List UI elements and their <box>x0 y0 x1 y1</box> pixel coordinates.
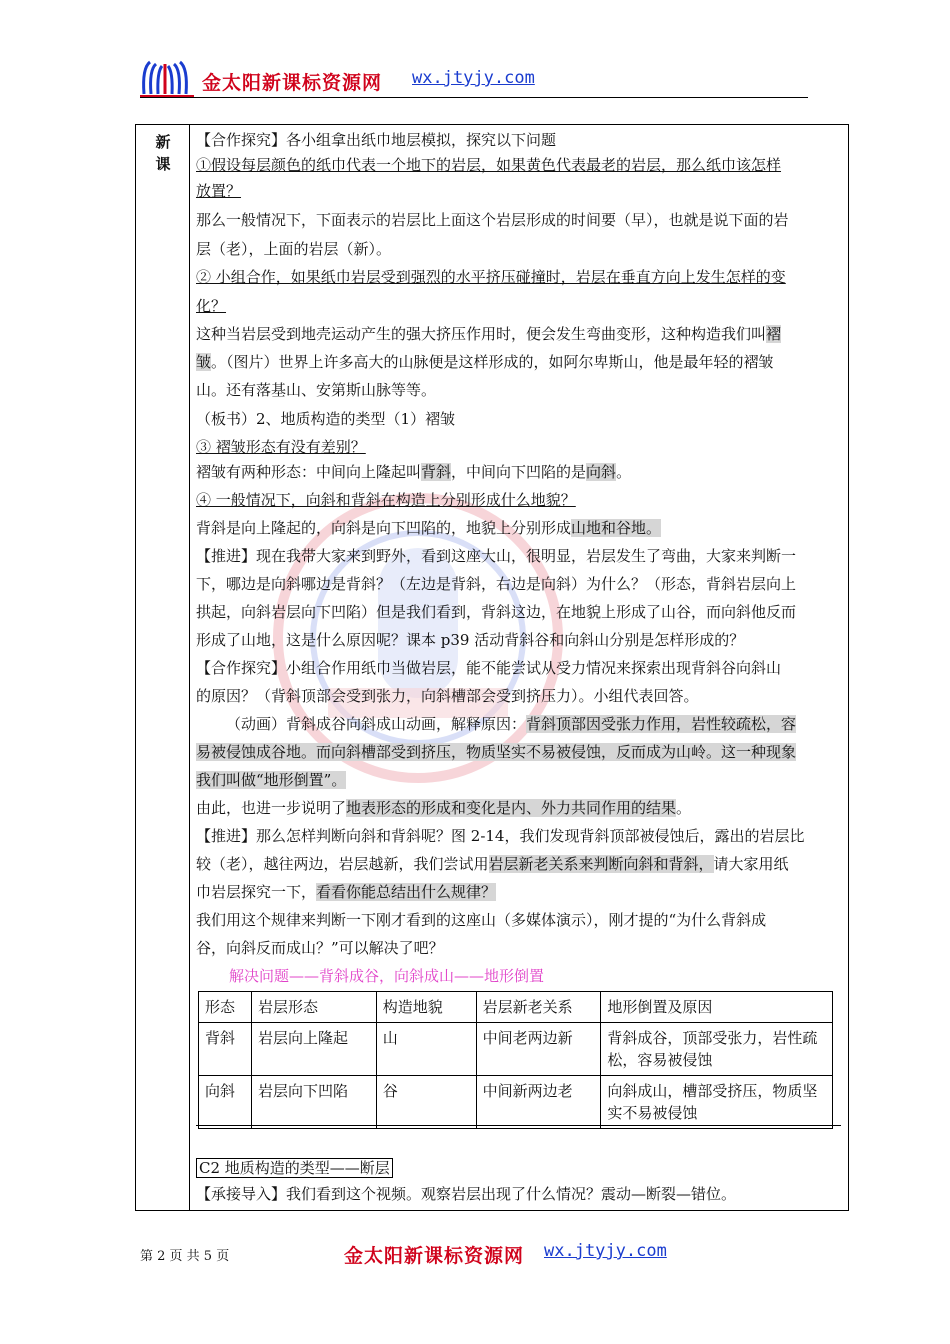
text-line: 由此，也进一步说明了地表形态的形成和变化是内、外力共同作用的结果。 <box>196 799 692 817</box>
text-line: 放置？ <box>196 182 242 200</box>
text-line: 【推进】现在我带大家来到野外，看到这座大山，很明显，岩层发生了弯曲，大家来判断一 <box>196 547 797 565</box>
footer-url-link[interactable]: wx.jtyjy.com <box>544 1241 667 1261</box>
table-header-cell: 岩层新老关系 <box>476 992 601 1023</box>
text-line: 背斜是向上隆起的，向斜是向下凹陷的，地貌上分别形成山地和谷地。 <box>196 519 662 537</box>
text-line: 褶皱有两种形态：中间向上隆起叫背斜，中间向下凹陷的是向斜。 <box>196 463 632 481</box>
table-cell: 背斜 <box>199 1023 252 1076</box>
table-cell: 山 <box>376 1023 476 1076</box>
text-line: 那么一般情况下，下面表示的岩层比上面这个岩层形成的时间要（早），也就是说下面的岩 <box>196 211 789 229</box>
text-line: 谷，向斜反而成山？”可以解决了吧？ <box>196 939 444 957</box>
table-cell: 岩层向上隆起 <box>251 1023 376 1076</box>
text-line: 山。还有落基山、安第斯山脉等等。 <box>196 381 437 399</box>
text-line: 【合作探究】小组合作用纸巾当做岩层，能不能尝试从受力情况来探索出现背斜谷向斜山 <box>196 659 782 677</box>
text-line: 【承接导入】我们看到这个视频。观察岩层出现了什么情况？震动—断裂—错位。 <box>196 1185 737 1203</box>
text-line: 层（老），上面的岩层（新）。 <box>196 240 392 258</box>
table-cell: 谷 <box>376 1076 476 1129</box>
text-line: 的原因？（背斜顶部会受到张力，向斜槽部会受到挤压力）。小组代表回答。 <box>196 687 699 705</box>
table-row <box>199 1076 833 1129</box>
footer-brand: 金太阳新课标资源网 <box>344 1245 525 1267</box>
table-header-cell: 构造地貌 <box>376 992 476 1023</box>
page-number: 第 2 页 共 5 页 <box>140 1249 230 1264</box>
text-line: ② 小组合作，如果纸巾岩层受到强烈的水平挤压碰撞时，岩层在垂直方向上发生怎样的变 <box>196 268 786 286</box>
fold-comparison-table <box>198 991 833 1129</box>
table-cell: 中间新两边老 <box>476 1076 601 1129</box>
text-line: 【推进】那么怎样判断向斜和背斜呢？图 2-14，我们发现背斜顶部被侵蚀后，露出的岩层比 <box>196 827 805 845</box>
text-line: 巾岩层探究一下，看看你能总结出什么规律？ <box>196 883 497 901</box>
text-line: ④ 一般情况下，向斜和背斜在构造上分别形成什么地貌？ <box>196 491 576 509</box>
header-brand: 金太阳新课标资源网 <box>202 72 383 94</box>
text-line: ③ 褶皱形态有没有差别？ <box>196 438 366 456</box>
table-header-row <box>199 992 833 1023</box>
page-header <box>140 58 808 98</box>
text-line: 化？ <box>196 297 227 315</box>
text-line: 较（老），越往两边，岩层越新，我们尝试用岩层新老关系来判断向斜和背斜，请大家用纸 <box>196 855 789 873</box>
text-line: ①假设每层颜色的纸巾代表一个地下的岩层，如果黄色代表最老的岩层，那么纸巾该怎样 <box>196 156 782 174</box>
table-row <box>199 1023 833 1076</box>
text-line: 形成了山地，这是什么原因呢？课本 p39 活动背斜谷和向斜山分别是怎样形成的？ <box>196 631 745 649</box>
text-line: 皱。（图片）世界上许多高大的山脉便是这样形成的，如阿尔卑斯山，他是最年轻的褶皱 <box>196 353 774 371</box>
table-cell: 向斜成山，槽部受挤压，物质坚实不易被侵蚀 <box>601 1076 833 1129</box>
table-cell: 岩层向下凹陷 <box>251 1076 376 1129</box>
text-line: （板书）2、地质构造的类型（1）褶皱 <box>196 410 456 428</box>
section-heading-fault: C2 地质构造的类型——断层 <box>196 1158 393 1178</box>
text-line: 我们叫做“地形倒置”。 <box>196 771 347 789</box>
text-line: 下，哪边是向斜哪边是背斜？（左边是背斜，右边是向斜）为什么？（形态，背斜岩层向上 <box>196 575 797 593</box>
site-logo-icon <box>140 58 194 98</box>
text-line: 拱起，向斜岩层向下凹陷）但是我们看到，背斜这边，在地貌上形成了山谷，而向斜他反而 <box>196 603 797 621</box>
text-line: 易被侵蚀成谷地。而向斜槽部受到挤压，物质坚实不易被侵蚀，反而成为山岭。这一种现象 <box>196 743 797 761</box>
table-header-cell: 形态 <box>199 992 252 1023</box>
text-line: （动画）背斜成谷向斜成山动画，解释原因：背斜顶部因受张力作用，岩性较疏松，容 <box>226 715 797 733</box>
header-divider <box>140 97 808 98</box>
side-column <box>136 125 190 1210</box>
text-line: 【合作探究】各小组拿出纸巾地层模拟，探究以下问题 <box>196 131 557 149</box>
section-divider <box>196 1125 841 1126</box>
table-cell: 中间老两边新 <box>476 1023 601 1076</box>
table-cell: 向斜 <box>199 1076 252 1129</box>
table-header-cell: 地形倒置及原因 <box>601 992 833 1023</box>
side-label-new-lesson: 新课 <box>155 133 171 173</box>
text-line: 这种当岩层受到地壳运动产生的强大挤压作用时，便会发生弯曲变形，这种构造我们叫褶 <box>196 325 782 343</box>
text-line: 我们用这个规律来判断一下刚才看到的这座山（多媒体演示），刚才提的“为什么背斜成 <box>196 911 767 929</box>
header-url-link[interactable]: wx.jtyjy.com <box>412 68 535 88</box>
summary-line: 解决问题——背斜成谷，向斜成山——地形倒置 <box>229 967 545 985</box>
table-cell: 背斜成谷，顶部受张力，岩性疏松，容易被侵蚀 <box>601 1023 833 1076</box>
table-header-cell: 岩层形态 <box>251 992 376 1023</box>
